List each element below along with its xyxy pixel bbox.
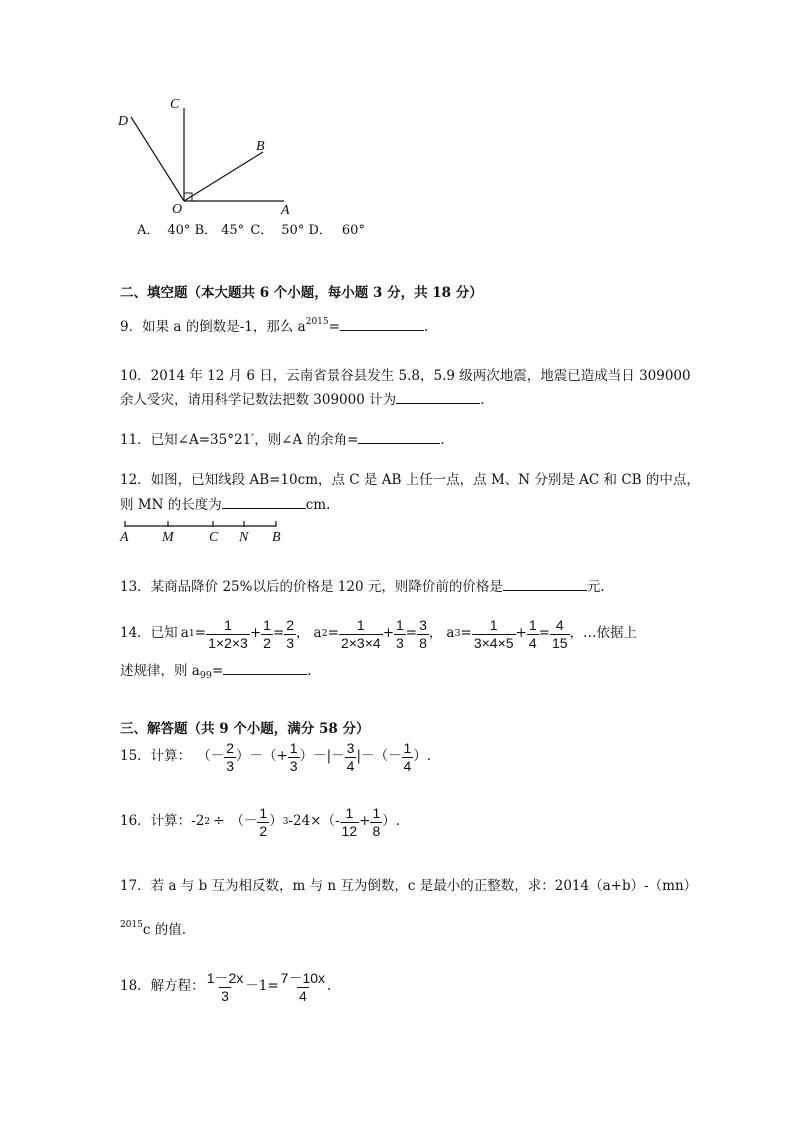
option-c: C． 50° <box>250 223 305 238</box>
question-11: 11．已知∠A=35°21′，则∠A 的余角= . <box>120 432 445 448</box>
option-d: D． 60° <box>308 223 365 238</box>
ray-od <box>131 117 184 201</box>
answer-blank-12[interactable] <box>222 496 306 509</box>
question-12-line1: 12．如图，已知线段 AB=10cm，点 C 是 AB 上任一点，点 M、N 分别是 AC 和 CB 的中点， <box>120 472 700 488</box>
q14-frac-6: $\frac{3}{8}$ <box>419 617 427 651</box>
answer-blank-11[interactable] <box>358 431 440 444</box>
seg-label-b: B <box>272 530 281 545</box>
q14-frac-5: $\frac{1}{3}$ <box>396 617 404 651</box>
ray-ob <box>184 152 263 201</box>
q14-frac-2: $\frac{1}{2}$ <box>263 617 271 651</box>
question-17-line2: $^{2015}$c 的值. <box>120 920 187 938</box>
question-18: 18．解方程： $\frac{1-2x}{3}$ －1= $\frac{7-10x}{4}$ . <box>120 970 332 1004</box>
q16-frac-3: $\frac{1}{8}$ <box>372 805 381 839</box>
q15-frac-4: $\frac{1}{4}$ <box>403 740 412 774</box>
seg-label-c: C <box>209 530 219 545</box>
answer-blank-14[interactable] <box>223 662 307 675</box>
q14-frac-9: $\frac{4}{15}$ <box>551 617 568 651</box>
question-13: 13．某商品降价 25%以后的价格是 120 元，则降价前的价格是 元. <box>120 579 605 595</box>
label-o: O <box>172 202 183 217</box>
q18-frac-right: $\frac{7-10x}{4}$ <box>280 970 326 1004</box>
q14-frac-8: $\frac{1}{4}$ <box>528 617 537 651</box>
q15-frac-1: $\frac{2}{3}$ <box>226 740 234 774</box>
answer-blank-10[interactable] <box>396 391 480 404</box>
label-c: C <box>170 97 180 112</box>
q14-frac-7: $\frac{1}{3\times 4\times 5}$ <box>473 617 514 651</box>
q15-frac-2: $\frac{1}{3}$ <box>289 740 298 774</box>
label-d: D <box>118 114 129 129</box>
q15-frac-3: $\frac{3}{4}$ <box>346 740 355 774</box>
section-3-heading: 三、解答题（共 9 个小题，满分 58 分） <box>120 721 370 737</box>
seg-label-m: M <box>162 530 174 545</box>
question-10-line1: 10．2014 年 12 月 6 日，云南省景谷县发生 5.8，5.9 级两次地震，地震已造成当日 309000 <box>120 368 691 384</box>
q16-frac-1: $\frac{1}{2}$ <box>259 805 268 839</box>
option-a: A． 40° <box>137 223 191 238</box>
question-15: 15．计算： （－ $\frac{2}{3}$ ）－（+ $\frac{1}{3}$ ）－|－ $\frac{3}{4}$ |－（－ $\frac{1}{4}$ ）. <box>120 740 432 774</box>
question-14-line1: 14．已知 a 1 = $\frac{1}{1\times 2\times 3}$ + $\frac{1}{2}$ = $\frac{2}{3}$ ， a 2 = $\frac{1}{2\times 3\times 4}$ + $\frac{1}{3}$ = $\frac{3}{8}$ ， a 3 = $\frac{1}{3\times 4\times 5}$ + $\frac{1}{4}$ = $\frac{4}{15}$ ，…依据上 <box>120 617 638 651</box>
q14-frac-1: $\frac{1}{1\times 2\times 3}$ <box>208 617 248 651</box>
question-16: 16．计算：-2 2 ÷ （－ $\frac{1}{2}$ ） 3 -24× （- $\frac{1}{12}$ + $\frac{1}{8}$ ）. <box>120 805 401 839</box>
angle-figure <box>110 92 310 222</box>
q8-options <box>137 224 365 237</box>
segment-figure <box>118 518 288 532</box>
answer-blank-9[interactable] <box>340 318 424 331</box>
answer-blank-13[interactable] <box>503 578 587 591</box>
seg-label-n: N <box>239 530 249 545</box>
option-b: B． 45° <box>194 223 245 238</box>
q16-frac-2: $\frac{1}{12}$ <box>341 805 358 839</box>
question-17-line1: 17．若 a 与 b 互为相反数，m 与 n 互为倒数，c 是最小的正整数，求：2014（a+b）-（mn） <box>120 878 698 894</box>
question-9: 9．如果 a 的倒数是-1，那么 $a^{2015}=$ . <box>120 317 429 335</box>
question-14-line2: 述规律，则 $a_{99}=$ . <box>120 663 312 681</box>
seg-label-a: A <box>120 530 129 545</box>
label-a: A <box>281 203 290 218</box>
question-12-line2: 则 MN 的长度为 cm. <box>120 497 331 513</box>
q14-frac-3: $\frac{2}{3}$ <box>286 617 295 651</box>
q14-frac-4: $\frac{1}{2\times 3\times 4}$ <box>340 617 381 651</box>
question-10-line2: 余人受灾，请用科学记数法把数 309000 计为 . <box>120 392 485 408</box>
q18-frac-left: $\frac{1-2x}{3}$ <box>206 970 244 1004</box>
label-b: B <box>256 139 265 154</box>
section-2-heading: 二、填空题（本大题共 6 个小题，每小题 3 分，共 18 分） <box>120 285 483 301</box>
